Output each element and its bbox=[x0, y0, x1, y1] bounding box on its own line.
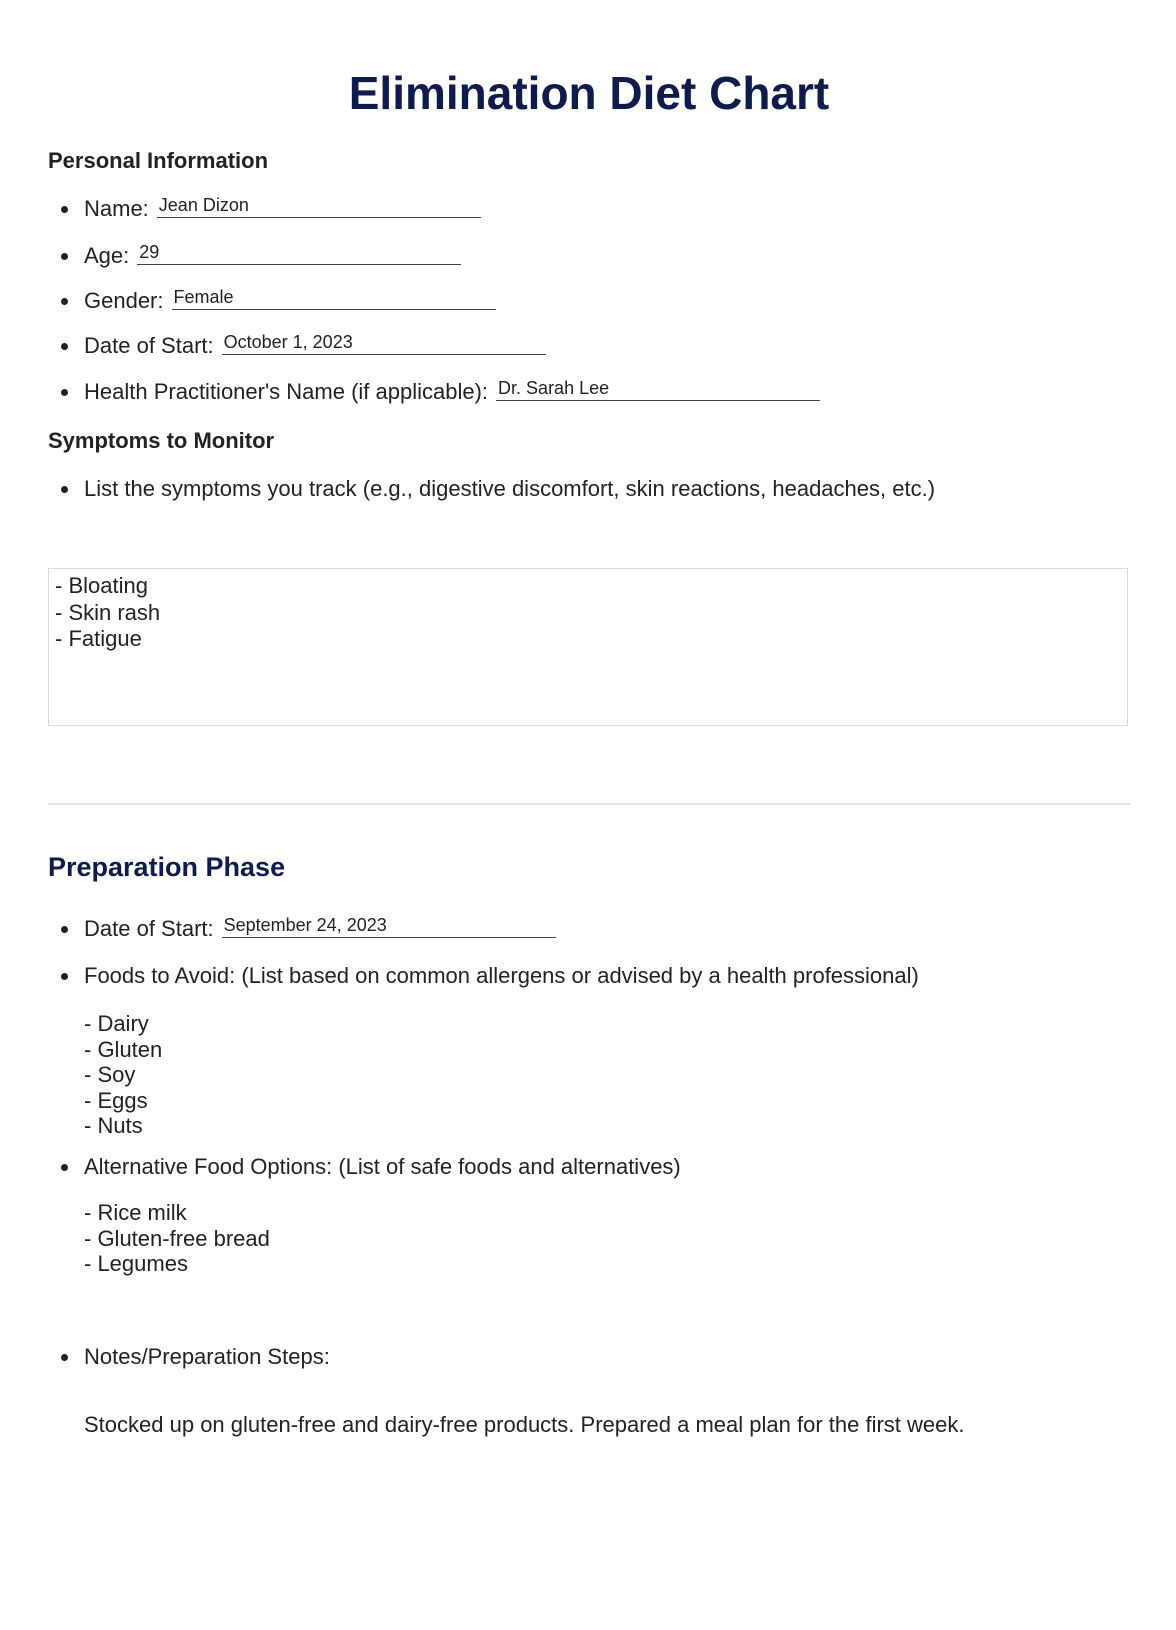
symptoms-instruction: List the symptoms you track (e.g., digestive discomfort, skin reactions, headaches, etc.) bbox=[84, 476, 936, 501]
gender-row bbox=[48, 282, 496, 314]
personal-info-heading: Personal Information bbox=[48, 148, 269, 173]
list-item: - Gluten-free bread bbox=[84, 1225, 270, 1251]
symptom-item: - Skin rash bbox=[55, 599, 161, 625]
start-date-label: Date of Start: bbox=[84, 333, 214, 358]
foods-avoid-label: Foods to Avoid: (List based on common allergens or advised by a health professional) bbox=[84, 963, 919, 988]
bullet-icon bbox=[61, 206, 68, 213]
symptoms-heading: Symptoms to Monitor bbox=[48, 428, 275, 453]
list-item: - Eggs bbox=[84, 1087, 148, 1113]
list-item: - Rice milk bbox=[84, 1200, 187, 1225]
bullet-icon bbox=[61, 343, 68, 350]
age-label: Age: bbox=[84, 243, 130, 268]
name-label: Name: bbox=[84, 196, 149, 221]
symptoms-textbox[interactable] bbox=[48, 568, 1128, 726]
gender-label: Gender: bbox=[84, 288, 164, 313]
preparation-heading: Preparation Phase bbox=[48, 852, 286, 882]
bullet-icon bbox=[61, 1164, 68, 1171]
symptoms-instruction-row bbox=[48, 470, 935, 502]
alt-foods-label: Alternative Food Options: (List of safe foods and alternatives) bbox=[84, 1154, 681, 1179]
alt-foods-row bbox=[48, 1148, 681, 1180]
bullet-icon bbox=[61, 1354, 68, 1361]
foods-avoid-list bbox=[84, 1011, 162, 1139]
notes-label: Notes/Preparation Steps: bbox=[84, 1344, 330, 1369]
gender-field[interactable]: Female bbox=[172, 287, 496, 310]
section-divider bbox=[48, 803, 1130, 805]
prep-start-date-field[interactable]: September 24, 2023 bbox=[222, 915, 556, 938]
name-row bbox=[48, 190, 481, 222]
symptom-item: - Fatigue bbox=[55, 626, 142, 651]
bullet-icon bbox=[61, 253, 68, 260]
practitioner-label: Health Practitioner's Name (if applicable): bbox=[84, 379, 489, 404]
start-date-row bbox=[48, 327, 546, 359]
prep-start-date-label: Date of Start: bbox=[84, 916, 214, 941]
bullet-icon bbox=[61, 298, 68, 305]
bullet-icon bbox=[61, 486, 68, 493]
list-item: - Dairy bbox=[84, 1011, 149, 1036]
foods-avoid-row bbox=[48, 957, 919, 989]
list-item: - Gluten bbox=[84, 1036, 163, 1062]
age-field[interactable]: 29 bbox=[137, 242, 461, 265]
bullet-icon bbox=[61, 926, 68, 933]
bullet-icon bbox=[61, 973, 68, 980]
alt-foods-list bbox=[84, 1200, 270, 1277]
prep-start-date-row bbox=[48, 910, 556, 942]
start-date-field[interactable]: October 1, 2023 bbox=[222, 332, 546, 355]
practitioner-field[interactable]: Dr. Sarah Lee bbox=[496, 378, 820, 401]
page-title: Elimination Diet Chart bbox=[348, 67, 830, 119]
symptom-item: - Bloating bbox=[55, 573, 148, 598]
bullet-icon bbox=[61, 389, 68, 396]
age-row bbox=[48, 237, 461, 269]
practitioner-row bbox=[48, 373, 820, 405]
name-field[interactable]: Jean Dizon bbox=[157, 195, 481, 218]
list-item: - Legumes bbox=[84, 1251, 188, 1276]
list-item: - Nuts bbox=[84, 1113, 143, 1138]
notes-value[interactable]: Stocked up on gluten-free and dairy-free products. Prepared a meal plan for the first week. bbox=[84, 1412, 965, 1437]
list-item: - Soy bbox=[84, 1062, 136, 1087]
notes-row bbox=[48, 1338, 330, 1370]
